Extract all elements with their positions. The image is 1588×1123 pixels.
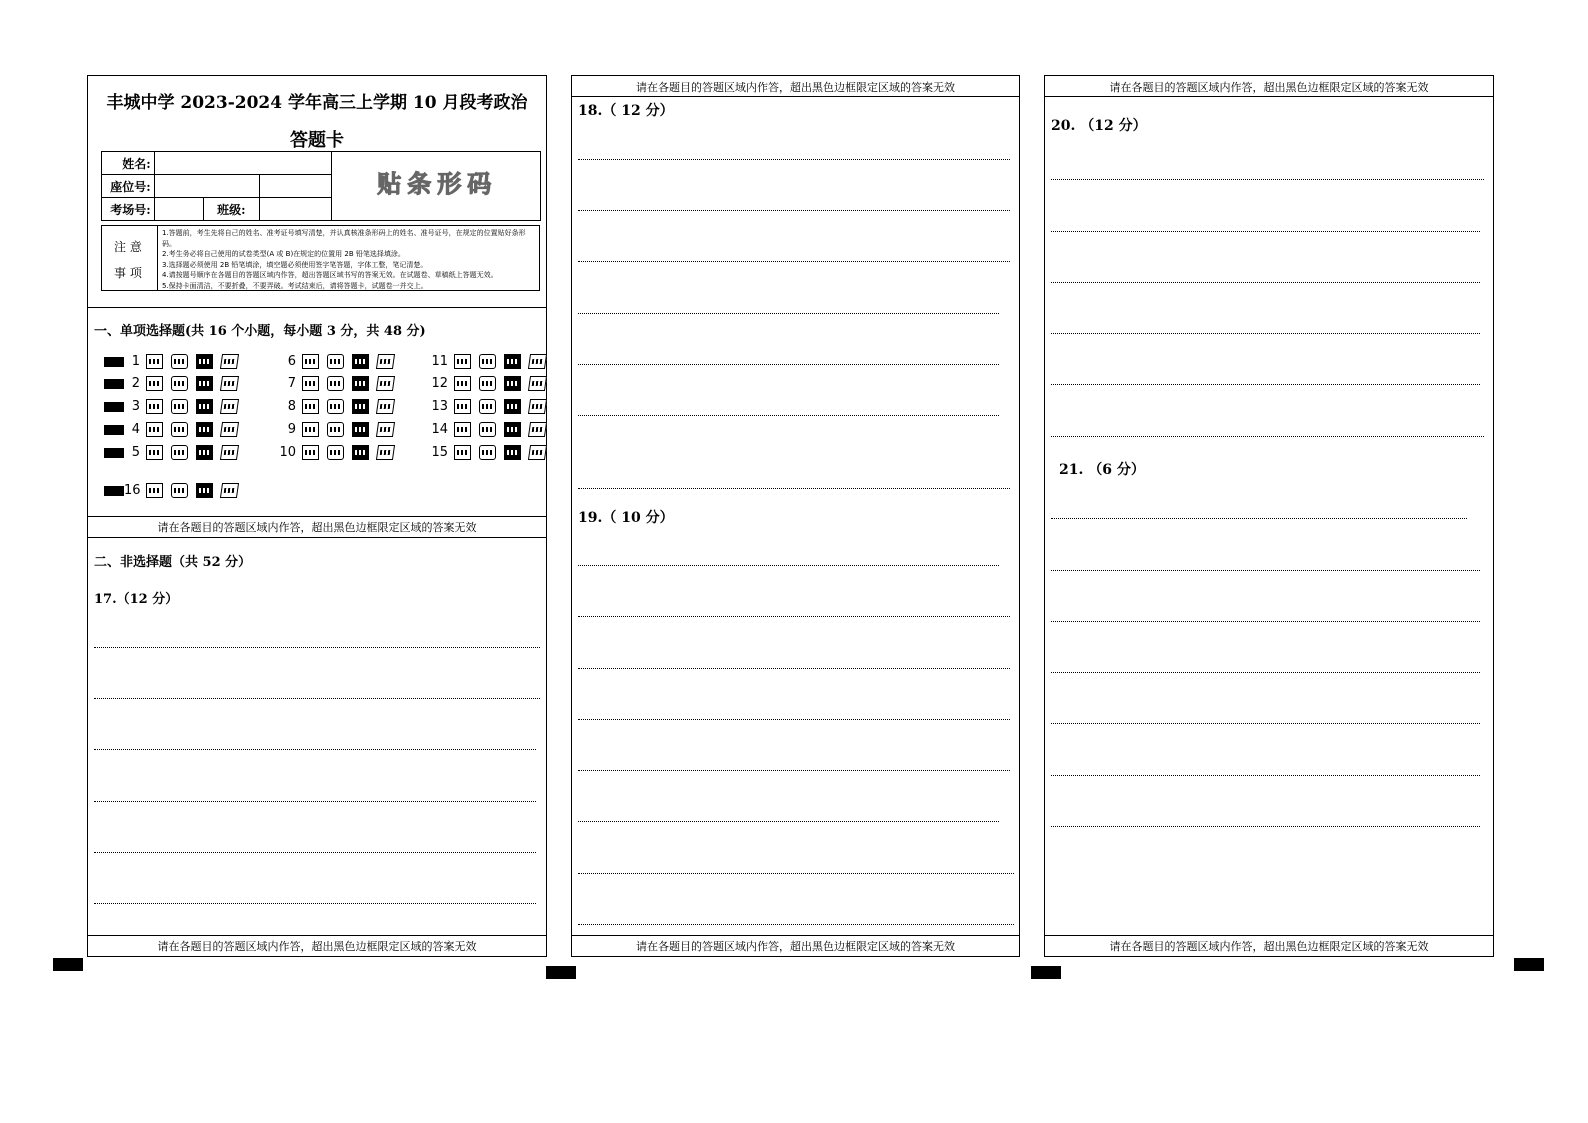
- answer-panel-left: [87, 75, 547, 957]
- choice-item: [274, 399, 402, 414]
- row-mark: [104, 402, 124, 412]
- choice-item: [104, 376, 246, 391]
- question-20-title: 20. （12 分）: [1051, 118, 1147, 134]
- answer-panel-right: [1044, 75, 1494, 957]
- answer-line[interactable]: [1051, 621, 1480, 622]
- choice-number: 12: [431, 376, 448, 391]
- notice-text: 请在各题目的答题区域内作答，超出黑色边框限定区域的答案无效: [157, 521, 477, 534]
- choice-number: 9: [287, 422, 296, 437]
- option-bubble-a[interactable]: [302, 422, 319, 437]
- option-bubble-b[interactable]: [479, 422, 496, 437]
- answer-line[interactable]: [94, 801, 536, 802]
- choice-number: 6: [287, 354, 296, 369]
- notice-text: 请在各题目的答题区域内作答，超出黑色边框限定区域的答案无效: [636, 81, 955, 94]
- choice-item: [274, 422, 402, 437]
- answer-line[interactable]: [578, 770, 1010, 771]
- answer-line[interactable]: [578, 261, 1010, 262]
- choice-item: [104, 445, 246, 460]
- sheet-title: 丰城中学 2023-2024 学年高三上学期 10 月段考政治: [106, 93, 528, 113]
- option-bubble-a[interactable]: [146, 483, 163, 498]
- option-bubble-d[interactable]: [220, 483, 239, 498]
- answer-line[interactable]: [578, 668, 1010, 669]
- divider: [572, 935, 1019, 936]
- answer-line[interactable]: [1051, 333, 1480, 334]
- answer-line[interactable]: [578, 210, 1010, 211]
- option-bubble-b[interactable]: [171, 354, 188, 369]
- option-bubble-c[interactable]: [504, 376, 521, 391]
- class-field[interactable]: [259, 198, 332, 221]
- option-bubble-a[interactable]: [302, 354, 319, 369]
- section2-title: 二、非选择题（共 52 分）: [94, 555, 252, 570]
- option-bubble-a[interactable]: [146, 354, 163, 369]
- choice-number: 16: [124, 483, 141, 498]
- note-item: 3.选择题必须使用 2B 铅笔填涂，填空题必须使用签字笔答题，字体工整，笔记清楚。: [162, 260, 428, 269]
- option-bubble-c[interactable]: [196, 354, 213, 369]
- notice-text: 请在各题目的答题区域内作答，超出黑色边框限定区域的答案无效: [636, 940, 955, 953]
- answer-line[interactable]: [578, 364, 999, 365]
- option-bubble-b[interactable]: [327, 354, 344, 369]
- option-bubble-c[interactable]: [196, 483, 213, 498]
- option-bubble-d[interactable]: [220, 445, 239, 460]
- alignment-mark: [1031, 966, 1061, 979]
- option-bubble-d[interactable]: [528, 354, 547, 369]
- option-bubble-d[interactable]: [220, 354, 239, 369]
- question-21-title: 21. （6 分）: [1059, 462, 1145, 478]
- choice-item: [104, 399, 246, 414]
- choice-item: [426, 376, 554, 391]
- option-bubble-a[interactable]: [454, 399, 471, 414]
- divider: [572, 96, 1019, 97]
- option-bubble-a[interactable]: [302, 399, 319, 414]
- choice-number: 15: [431, 445, 448, 460]
- notes-box: [101, 225, 540, 291]
- note-item: 5.保持卡面清洁，不要折叠，不要弄破。考试结束后，请将答题卡，试题卷一并交上。: [162, 281, 428, 290]
- answer-line[interactable]: [578, 719, 1010, 720]
- option-bubble-a[interactable]: [146, 376, 163, 391]
- question-18-title: 18.（ 12 分）: [578, 103, 674, 119]
- divider: [88, 307, 546, 308]
- notice-text: 请在各题目的答题区域内作答，超出黑色边框限定区域的答案无效: [157, 940, 477, 953]
- choice-item: [426, 422, 554, 437]
- choice-number: 4: [131, 422, 140, 437]
- choice-item: [426, 399, 554, 414]
- option-bubble-d[interactable]: [220, 376, 239, 391]
- option-bubble-c[interactable]: [352, 422, 369, 437]
- option-bubble-c[interactable]: [196, 422, 213, 437]
- option-bubble-c[interactable]: [504, 399, 521, 414]
- option-bubble-b[interactable]: [327, 445, 344, 460]
- answer-line[interactable]: [1051, 672, 1480, 673]
- answer-line[interactable]: [1051, 570, 1480, 571]
- note-item: 2.考生务必将自己使用的试卷类型(A 或 B)在规定的位置用 2B 铅笔选择填涂。: [162, 250, 405, 258]
- option-bubble-b[interactable]: [171, 483, 188, 498]
- choice-item: [426, 354, 554, 369]
- notes-list: [162, 228, 537, 291]
- option-bubble-d[interactable]: [220, 399, 239, 414]
- answer-line[interactable]: [1051, 282, 1480, 283]
- answer-line[interactable]: [1051, 384, 1480, 385]
- divider: [1045, 96, 1493, 97]
- option-bubble-d[interactable]: [528, 376, 547, 391]
- option-bubble-d[interactable]: [220, 422, 239, 437]
- answer-line[interactable]: [578, 616, 1010, 617]
- option-bubble-a[interactable]: [146, 422, 163, 437]
- room-label: 考场号:: [102, 198, 155, 221]
- option-bubble-a[interactable]: [454, 422, 471, 437]
- choice-item: [104, 354, 246, 369]
- name-field[interactable]: [154, 152, 332, 175]
- answer-line[interactable]: [1051, 231, 1480, 232]
- choice-item: [104, 422, 246, 437]
- row-mark: [104, 357, 124, 367]
- answer-line[interactable]: [578, 313, 999, 314]
- seat-field[interactable]: [154, 175, 259, 198]
- answer-line[interactable]: [1051, 826, 1480, 827]
- answer-line[interactable]: [94, 852, 536, 853]
- choice-number: 3: [131, 399, 140, 414]
- seat-field-extra[interactable]: [259, 175, 332, 198]
- option-bubble-b[interactable]: [327, 376, 344, 391]
- option-bubble-a[interactable]: [302, 445, 319, 460]
- option-bubble-b[interactable]: [171, 399, 188, 414]
- alignment-mark: [53, 958, 83, 971]
- divider: [1045, 935, 1493, 936]
- answer-line[interactable]: [94, 698, 540, 699]
- choice-item: [426, 445, 554, 460]
- answer-line[interactable]: [578, 565, 999, 566]
- answer-line[interactable]: [1051, 723, 1480, 724]
- option-bubble-b[interactable]: [171, 445, 188, 460]
- option-bubble-c[interactable]: [352, 376, 369, 391]
- option-bubble-b[interactable]: [479, 445, 496, 460]
- option-bubble-c[interactable]: [196, 399, 213, 414]
- option-bubble-d[interactable]: [528, 445, 547, 460]
- option-bubble-d[interactable]: [376, 354, 395, 369]
- row-mark: [104, 425, 124, 435]
- option-bubble-d[interactable]: [376, 422, 395, 437]
- answer-line[interactable]: [578, 488, 1010, 489]
- option-bubble-d[interactable]: [376, 399, 395, 414]
- section1-title: 一、单项选择题(共 16 个小题，每小题 3 分，共 48 分): [94, 324, 426, 339]
- sheet-subtitle: 答题卡: [290, 130, 344, 151]
- notice-text: 请在各题目的答题区域内作答，超出黑色边框限定区域的答案无效: [1109, 940, 1429, 953]
- option-bubble-c[interactable]: [504, 354, 521, 369]
- answer-line[interactable]: [94, 903, 536, 904]
- option-bubble-a[interactable]: [454, 445, 471, 460]
- choice-number: 5: [131, 445, 140, 460]
- option-bubble-c[interactable]: [352, 354, 369, 369]
- option-bubble-b[interactable]: [479, 399, 496, 414]
- alignment-mark: [1514, 958, 1544, 971]
- name-label: 姓名:: [102, 152, 155, 175]
- option-bubble-a[interactable]: [146, 445, 163, 460]
- option-bubble-b[interactable]: [327, 399, 344, 414]
- barcode-area: [332, 152, 541, 221]
- question-19-title: 19.（ 10 分）: [578, 510, 674, 526]
- option-bubble-c[interactable]: [196, 445, 213, 460]
- question-17-title: 17.（12 分）: [94, 592, 179, 607]
- answer-line[interactable]: [1051, 179, 1484, 180]
- option-bubble-a[interactable]: [146, 399, 163, 414]
- choice-item: [274, 445, 402, 460]
- option-bubble-c[interactable]: [504, 422, 521, 437]
- answer-line[interactable]: [578, 924, 1014, 925]
- divider: [88, 935, 546, 936]
- choice-number: 8: [287, 399, 296, 414]
- option-bubble-b[interactable]: [479, 376, 496, 391]
- answer-line[interactable]: [1051, 436, 1484, 437]
- option-bubble-b[interactable]: [479, 354, 496, 369]
- divider: [88, 516, 546, 517]
- notes-label-2: 事 项: [114, 266, 142, 280]
- option-bubble-b[interactable]: [327, 422, 344, 437]
- choice-number: 7: [287, 376, 296, 391]
- choice-number: 1: [131, 354, 140, 369]
- option-bubble-b[interactable]: [171, 376, 188, 391]
- answer-line[interactable]: [94, 749, 536, 750]
- option-bubble-a[interactable]: [454, 354, 471, 369]
- option-bubble-b[interactable]: [171, 422, 188, 437]
- choice-number: 13: [431, 399, 448, 414]
- row-mark: [104, 379, 124, 389]
- notes-label-box: [102, 226, 158, 290]
- answer-line[interactable]: [94, 647, 540, 648]
- seat-label: 座位号:: [102, 175, 155, 198]
- answer-line[interactable]: [578, 159, 1010, 160]
- option-bubble-c[interactable]: [504, 445, 521, 460]
- option-bubble-d[interactable]: [376, 376, 395, 391]
- answer-line[interactable]: [578, 873, 1014, 874]
- option-bubble-c[interactable]: [352, 445, 369, 460]
- alignment-mark: [546, 966, 576, 979]
- option-bubble-d[interactable]: [528, 399, 547, 414]
- option-bubble-a[interactable]: [454, 376, 471, 391]
- option-bubble-c[interactable]: [196, 376, 213, 391]
- room-field[interactable]: [154, 198, 204, 221]
- notice-text: 请在各题目的答题区域内作答，超出黑色边框限定区域的答案无效: [1109, 81, 1429, 94]
- answer-line[interactable]: [578, 821, 999, 822]
- answer-line[interactable]: [1051, 775, 1480, 776]
- class-label: 班级:: [204, 198, 259, 221]
- notes-label-1: 注 意: [114, 240, 142, 254]
- option-bubble-d[interactable]: [528, 422, 547, 437]
- choice-item: [274, 376, 402, 391]
- choice-number: 11: [431, 354, 448, 369]
- choice-item: [104, 483, 246, 498]
- choice-item: [274, 354, 402, 369]
- row-mark: [104, 448, 124, 458]
- answer-line[interactable]: [578, 415, 999, 416]
- row-mark: [104, 486, 124, 496]
- note-item: 1.答题前，考生先将自己的姓名、准考证号填写清楚，并认真核准条形码上的姓名、准号证号，在规定的位置贴好条形码。: [162, 229, 526, 248]
- note-item: 4.请按题号顺序在各题目的答题区域内作答，超出答题区域书写的答案无效。在试题卷、草稿纸上答题无效。: [162, 271, 498, 279]
- choice-number: 2: [131, 376, 140, 391]
- choice-number: 10: [279, 445, 296, 460]
- student-info-table: [101, 151, 541, 221]
- divider: [88, 537, 546, 538]
- option-bubble-c[interactable]: [352, 399, 369, 414]
- answer-line[interactable]: [1051, 518, 1467, 519]
- choice-number: 14: [431, 422, 448, 437]
- option-bubble-a[interactable]: [302, 376, 319, 391]
- option-bubble-d[interactable]: [376, 445, 395, 460]
- barcode-label: 贴条形码: [377, 170, 498, 198]
- answer-panel-middle: [571, 75, 1020, 957]
